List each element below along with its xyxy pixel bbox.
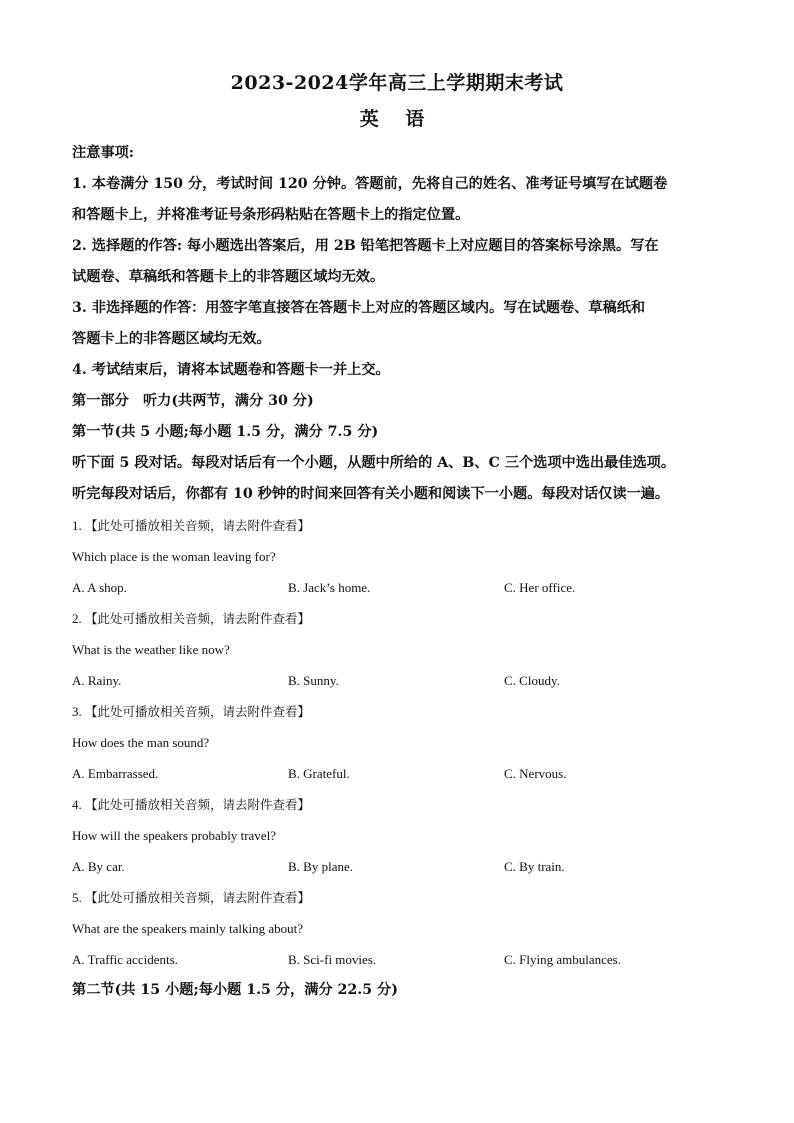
question-options bbox=[72, 665, 722, 696]
option-b: B. By plane. bbox=[288, 859, 353, 874]
option-a: A. Embarrassed. bbox=[72, 766, 159, 781]
notes-line: 1. 本卷满分 150 分，考试时间 120 分钟。答题前，先将自己的姓名、准考证号填写在试题卷 bbox=[72, 176, 668, 192]
audio-link[interactable]: 【此处可播放相关音频，请去附件查看】 bbox=[85, 611, 311, 626]
section1-instructions: 听下面 5 段对话。每段对话后有一个小题，从题中所给的 A、B、C 三个选项中选出最佳选项。 bbox=[72, 455, 676, 471]
notes-line: 和答题卡上，并将准考证号条形码粘贴在答题卡上的指定位置。 bbox=[72, 207, 470, 223]
option-c: C. Nervous. bbox=[504, 766, 567, 781]
notes-section bbox=[72, 138, 722, 386]
exam-page bbox=[72, 66, 722, 1006]
exam-title: 2023-2024学年高三上学期期末考试 bbox=[230, 72, 564, 94]
question-item bbox=[72, 603, 722, 696]
question-stem: What is the weather like now? bbox=[72, 642, 230, 657]
option-a: A. By car. bbox=[72, 859, 125, 874]
option-b: B. Grateful. bbox=[288, 766, 350, 781]
option-a: A. Rainy. bbox=[72, 673, 122, 688]
option-c: C. Her office. bbox=[504, 580, 576, 595]
option-c: C. Flying ambulances. bbox=[504, 952, 621, 967]
notes-line: 答题卡上的非答题区域均无效。 bbox=[72, 331, 271, 347]
question-item bbox=[72, 696, 722, 789]
notes-line: 3. 非选择题的作答：用签字笔直接答在答题卡上对应的答题区域内。写在试题卷、草稿纸和 bbox=[72, 300, 646, 316]
question-options bbox=[72, 944, 722, 975]
audio-link[interactable]: 【此处可播放相关音频，请去附件查看】 bbox=[85, 518, 311, 533]
part1-heading: 第一部分 听力(共两节，满分 30 分) bbox=[72, 393, 314, 409]
question-number: 4. bbox=[72, 797, 82, 812]
section2-heading: 第二节(共 15 小题;每小题 1.5 分，满分 22.5 分) bbox=[72, 982, 398, 998]
part1-section bbox=[72, 386, 722, 1006]
question-options bbox=[72, 572, 722, 603]
question-number: 5. bbox=[72, 890, 82, 905]
notes-line: 2. 选择题的作答: 每小题选出答案后，用 2B 铅笔把答题卡上对应题目的答案标号涂黑。写在 bbox=[72, 238, 659, 254]
section1-instructions: 听完每段对话后，你都有 10 秒钟的时间来回答有关小题和阅读下一小题。每段对话仅读一遍。 bbox=[72, 486, 670, 502]
question-item bbox=[72, 510, 722, 603]
exam-subject: 英 语 bbox=[359, 108, 435, 130]
option-b: B. Sci-fi movies. bbox=[288, 952, 377, 967]
option-c: C. By train. bbox=[504, 859, 565, 874]
audio-link[interactable]: 【此处可播放相关音频，请去附件查看】 bbox=[85, 890, 311, 905]
option-b: B. Jack’s home. bbox=[288, 580, 371, 595]
section1-heading: 第一节(共 5 小题;每小题 1.5 分，满分 7.5 分) bbox=[72, 424, 379, 440]
notes-heading: 注意事项: bbox=[72, 145, 134, 161]
question-number: 3. bbox=[72, 704, 82, 719]
notes-line: 4. 考试结束后，请将本试题卷和答题卡一并上交。 bbox=[72, 362, 390, 378]
question-stem: Which place is the woman leaving for? bbox=[72, 549, 276, 564]
question-number: 2. bbox=[72, 611, 82, 626]
question-stem: How will the speakers probably travel? bbox=[72, 828, 276, 843]
audio-link[interactable]: 【此处可播放相关音频，请去附件查看】 bbox=[85, 704, 311, 719]
question-item bbox=[72, 882, 722, 975]
question-options bbox=[72, 851, 722, 882]
option-a: A. Traffic accidents. bbox=[72, 952, 178, 967]
option-b: B. Sunny. bbox=[288, 673, 339, 688]
audio-link[interactable]: 【此处可播放相关音频，请去附件查看】 bbox=[85, 797, 311, 812]
question-options bbox=[72, 758, 722, 789]
option-c: C. Cloudy. bbox=[504, 673, 560, 688]
question-item bbox=[72, 789, 722, 882]
notes-line: 试题卷、草稿纸和答题卡上的非答题区域均无效。 bbox=[72, 269, 385, 285]
question-stem: How does the man sound? bbox=[72, 735, 210, 750]
option-a: A. A shop. bbox=[72, 580, 127, 595]
question-number: 1. bbox=[72, 518, 82, 533]
question-stem: What are the speakers mainly talking about? bbox=[72, 921, 304, 936]
